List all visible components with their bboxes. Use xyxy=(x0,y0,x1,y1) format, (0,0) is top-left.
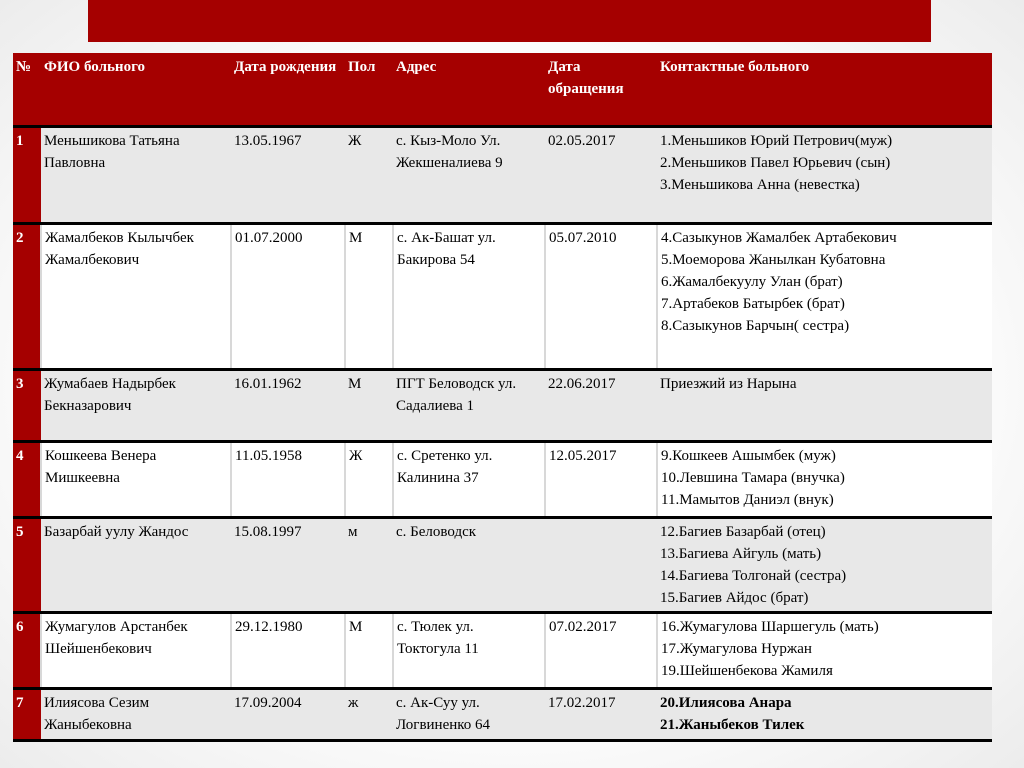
row-date: 07.02.2017 xyxy=(545,613,657,689)
row-date: 17.02.2017 xyxy=(545,689,657,741)
row-num: 3 xyxy=(13,370,41,442)
row-name: Жумагулов Арстанбек Шейшенбекович xyxy=(41,613,231,689)
contact-item: 10.Левшина Тамара (внучка) xyxy=(661,470,845,486)
row-contacts xyxy=(657,370,992,442)
contact-item: 6.Жамалбекуулу Улан (брат) xyxy=(661,274,843,290)
table-row xyxy=(13,224,992,370)
row-address: с. Ак-Башат ул. Бакирова 54 xyxy=(393,224,545,370)
contact-item: 16.Жумагулова Шаршегуль (мать) xyxy=(661,619,879,635)
contact-item: 4.Сазыкунов Жамалбек Артабекович xyxy=(661,230,897,246)
row-sex: Ж xyxy=(345,442,393,518)
row-contacts xyxy=(657,442,992,518)
row-num: 4 xyxy=(13,442,41,518)
row-address: с. Кыз-Моло Ул. Жекшеналиева 9 xyxy=(393,127,545,224)
row-sex: м xyxy=(345,518,393,613)
row-date: 02.05.2017 xyxy=(545,127,657,224)
table-header-row xyxy=(13,53,992,127)
title-banner xyxy=(88,0,931,42)
contact-item: 11.Мамытов Даниэл (внук) xyxy=(661,492,834,508)
row-contacts xyxy=(657,127,992,224)
row-dob: 17.09.2004 xyxy=(231,689,345,741)
contact-item: 13.Багиева Айгуль (мать) xyxy=(660,546,822,562)
row-sex: М xyxy=(345,613,393,689)
row-dob: 13.05.1967 xyxy=(231,127,345,224)
row-date: 12.05.2017 xyxy=(545,442,657,518)
table-row xyxy=(13,370,992,442)
row-contacts xyxy=(657,518,992,613)
header-dob: Дата рождения xyxy=(231,53,345,127)
contact-item: 1.Меньшиков Юрий Петрович(муж) xyxy=(660,133,893,149)
row-address: с. Ак-Суу ул. Логвиненко 64 xyxy=(393,689,545,741)
row-dob: 11.05.1958 xyxy=(231,442,345,518)
header-name: ФИО больного xyxy=(41,53,231,127)
contact-item: 5.Моеморова Жанылкан Кубатовна xyxy=(661,252,886,268)
row-num: 1 xyxy=(13,127,41,224)
row-address: с. Тюлек ул. Токтогула 11 xyxy=(393,613,545,689)
contact-item: 20.Илиясова Анара xyxy=(660,695,792,711)
header-contacts: Контактные больного xyxy=(657,53,992,127)
contact-item: 3.Меньшикова Анна (невестка) xyxy=(660,177,860,193)
row-num: 5 xyxy=(13,518,41,613)
row-name: Меньшикова Татьяна Павловна xyxy=(41,127,231,224)
table-row xyxy=(13,518,992,613)
row-num: 7 xyxy=(13,689,41,741)
contact-item: 17.Жумагулова Нуржан xyxy=(661,641,812,657)
row-name: Жамалбеков Кылычбек Жамалбекович xyxy=(41,224,231,370)
row-sex: Ж xyxy=(345,127,393,224)
contact-item: 2.Меньшиков Павел Юрьевич (сын) xyxy=(660,155,891,171)
contact-item: 19.Шейшенбекова Жамиля xyxy=(661,663,833,679)
row-contacts xyxy=(657,689,992,741)
contact-item: 12.Багиев Базарбай (отец) xyxy=(660,524,826,540)
row-sex: М xyxy=(345,224,393,370)
contact-item: Приезжий из Нарына xyxy=(660,376,797,392)
contact-item: 15.Багиев Айдос (брат) xyxy=(660,590,809,606)
row-num: 2 xyxy=(13,224,41,370)
header-date: Дата обращения xyxy=(545,53,657,127)
row-date xyxy=(545,518,657,613)
contact-item: 7.Артабеков Батырбек (брат) xyxy=(661,296,845,312)
row-address: с. Беловодск xyxy=(393,518,545,613)
contact-item: 14.Багиева Толгонай (сестра) xyxy=(660,568,847,584)
header-num: № xyxy=(13,53,41,127)
contact-item: 8.Сазыкунов Барчын( сестра) xyxy=(661,318,850,334)
row-name: Жумабаев Надырбек Бекназарович xyxy=(41,370,231,442)
row-num: 6 xyxy=(13,613,41,689)
table-row xyxy=(13,613,992,689)
contact-item: 21.Жаныбеков Тилек xyxy=(660,717,805,733)
contact-item: 9.Кошкеев Ашымбек (муж) xyxy=(661,448,836,464)
row-name: Илиясова Сезим Жаныбековна xyxy=(41,689,231,741)
row-address: ПГТ Беловодск ул. Садалиева 1 xyxy=(393,370,545,442)
row-dob: 01.07.2000 xyxy=(231,224,345,370)
row-date: 22.06.2017 xyxy=(545,370,657,442)
row-dob: 15.08.1997 xyxy=(231,518,345,613)
row-dob: 16.01.1962 xyxy=(231,370,345,442)
row-sex: М xyxy=(345,370,393,442)
row-name: Кошкеева Венера Мишкеевна xyxy=(41,442,231,518)
table-row xyxy=(13,127,992,224)
row-sex: ж xyxy=(345,689,393,741)
row-name: Базарбай уулу Жандос xyxy=(41,518,231,613)
row-contacts xyxy=(657,613,992,689)
header-address: Адрес xyxy=(393,53,545,127)
table-row xyxy=(13,689,992,741)
header-sex: Пол xyxy=(345,53,393,127)
row-contacts xyxy=(657,224,992,370)
row-dob: 29.12.1980 xyxy=(231,613,345,689)
row-date: 05.07.2010 xyxy=(545,224,657,370)
patients-table xyxy=(13,53,992,742)
row-address: с. Сретенко ул. Калинина 37 xyxy=(393,442,545,518)
table-row xyxy=(13,442,992,518)
